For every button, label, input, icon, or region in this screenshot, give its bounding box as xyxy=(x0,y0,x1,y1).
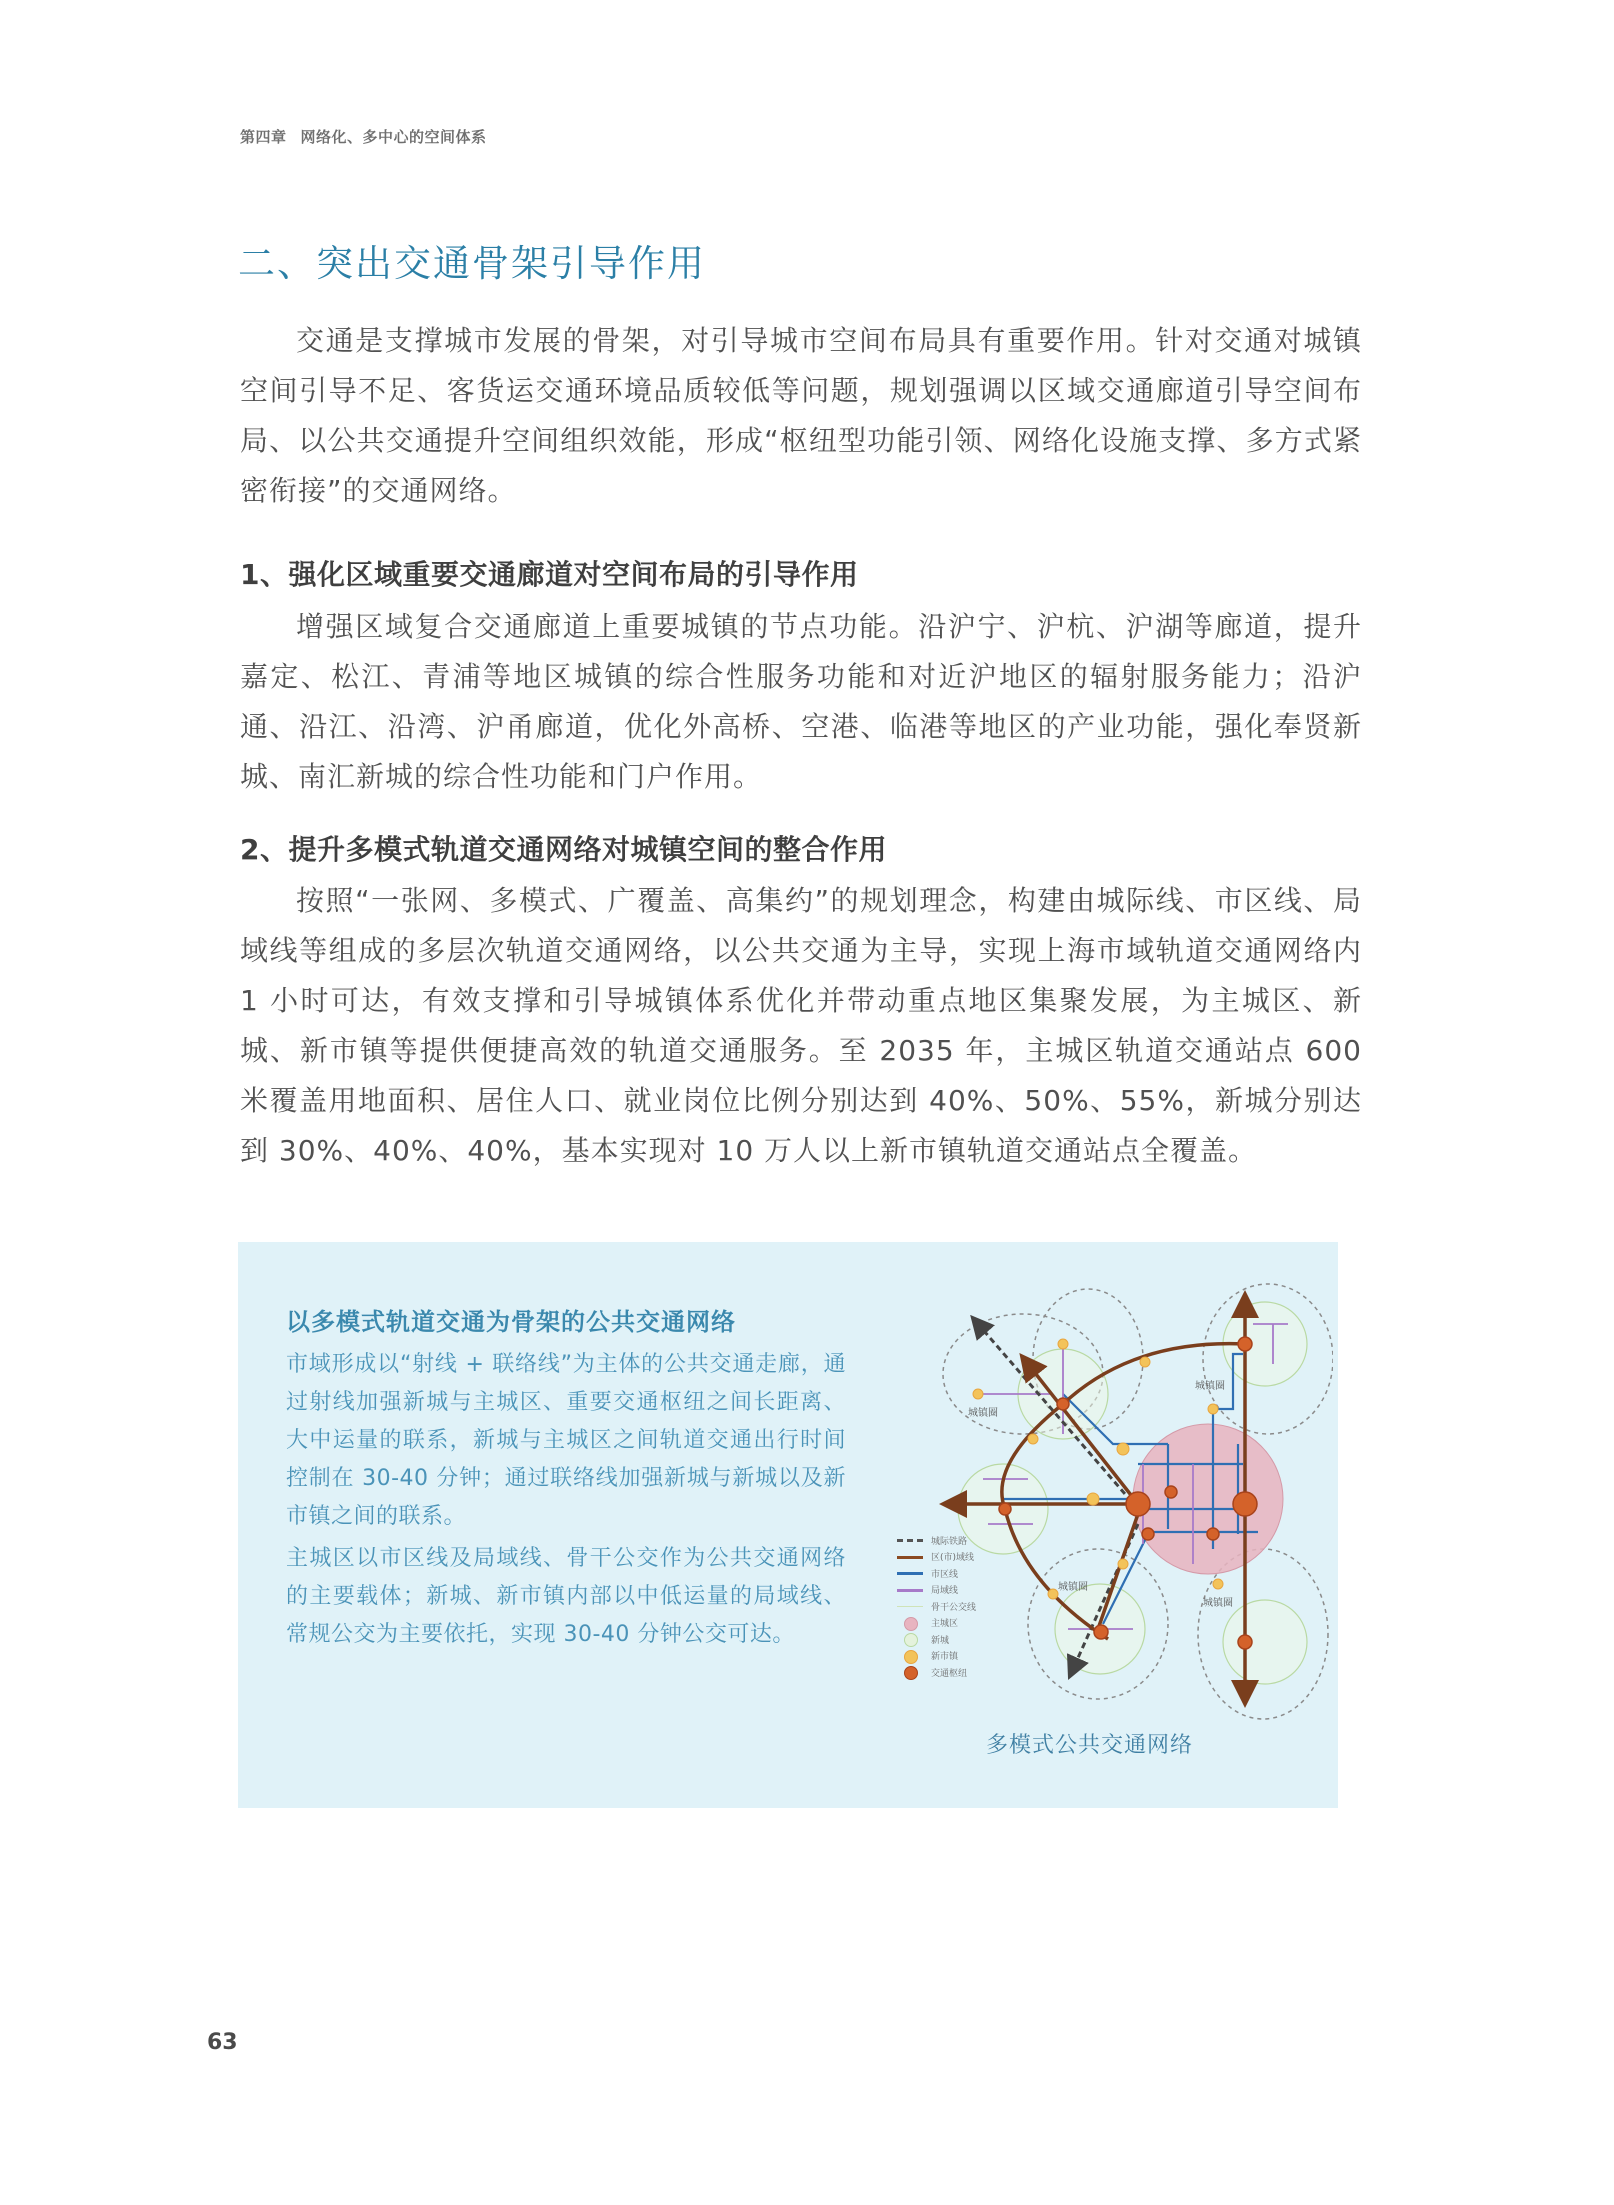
legend-item-regional-line: 区(市)域线 xyxy=(895,1549,1035,1566)
subsection-heading-1: 1、强化区域重要交通廊道对空间布局的引导作用 xyxy=(240,558,859,591)
section-title: 二、突出交通骨架引导作用 xyxy=(238,242,706,285)
subsection-heading-2: 2、提升多模式轨道交通网络对城镇空间的整合作用 xyxy=(240,833,887,866)
purple-line-icon xyxy=(897,1589,923,1592)
subsection-body-1 xyxy=(240,602,1362,802)
subsection-text-2: 按照“一张网、多模式、广覆盖、高集约”的规划理念，构建由城际线、市区线、局域线等组成的多层次轨道交通网络，以公共交通为主导，实现上海市域轨道交通网络内 1 小时可达，有效支撑和引导城镇体系优化并带动重点地区集聚发展，为主城区、新城、新市镇等提供便捷高效的轨道交通服务。至 2035 年，主城区轨道交通站点 600 米覆盖用地面积、居住人口、就业岗位比例分别达到 40%、50%、55%，新城分别达到 30%、40%、40%，基本实现对 10 万人以上新市镇轨道交通站点全覆盖。 xyxy=(240,884,1362,1167)
yellow-circle-icon xyxy=(904,1650,918,1664)
legend-item-new-market-town: 新市镇 xyxy=(895,1648,1035,1665)
figure-caption: 多模式公共交通网络 xyxy=(986,1733,1194,1758)
running-head xyxy=(240,126,487,147)
info-box xyxy=(238,1242,1338,1808)
cluster-label-northeast: 城镇圈 xyxy=(1195,1381,1225,1392)
orange-circle-icon xyxy=(904,1666,918,1680)
chapter-title: 网络化、多中心的空间体系 xyxy=(300,128,487,146)
pink-circle-icon xyxy=(904,1617,918,1631)
cluster-label-southwest: 城镇圈 xyxy=(1058,1582,1088,1593)
page-number: 63 xyxy=(207,2030,238,2055)
legend-item-intercity-rail: 城际铁路 xyxy=(895,1532,1035,1549)
info-box-paragraph-2: 主城区以市区线及局域线、骨干公交作为公共交通网络的主要载体；新城、新市镇内部以中低运量的局域线、常规公交为主要依托，实现 30-40 分钟公交可达。 xyxy=(286,1546,846,1647)
dashed-line-icon xyxy=(897,1539,923,1542)
intro-paragraph xyxy=(240,316,1362,516)
intro-text: 交通是支撑城市发展的骨架，对引导城市空间布局具有重要作用。针对交通对城镇空间引导不足、客货运交通环境品质较低等问题，规划强调以区域交通廊道引导空间布局、以公共交通提升空间组织效能，形成“枢纽型功能引领、网络化设施支撑、多方式紧密衔接”的交通网络。 xyxy=(240,324,1362,507)
blue-line-icon xyxy=(897,1572,923,1575)
legend-item-main-city: 主城区 xyxy=(895,1615,1035,1632)
subsection-body-2 xyxy=(240,876,1362,1176)
cluster-label-west: 城镇圈 xyxy=(968,1408,998,1419)
green-circle-icon xyxy=(904,1633,918,1647)
brown-line-icon xyxy=(897,1556,923,1559)
chapter-number: 第四章 xyxy=(240,128,287,146)
cluster-label-southeast: 城镇圈 xyxy=(1203,1598,1233,1609)
subsection-text-1: 增强区域复合交通廊道上重要城镇的节点功能。沿沪宁、沪杭、沪湖等廊道，提升嘉定、松江、青浦等地区城镇的综合性服务功能和对近沪地区的辐射服务能力；沿沪通、沿江、沿湾、沪甬廊道，优化外高桥、空港、临港等地区的产业功能，强化奉贤新城、南汇新城的综合性功能和门户作用。 xyxy=(240,610,1362,793)
green-line-icon xyxy=(897,1606,923,1607)
legend-item-new-town: 新城 xyxy=(895,1631,1035,1648)
legend-item-local-line: 局域线 xyxy=(895,1582,1035,1599)
info-box-title: 以多模式轨道交通为骨架的公共交通网络 xyxy=(286,1308,736,1336)
legend-item-trunk-bus: 骨干公交线 xyxy=(895,1598,1035,1615)
diagram-legend xyxy=(895,1532,1035,1681)
legend-item-metro-line: 市区线 xyxy=(895,1565,1035,1582)
info-box-paragraph-1: 市域形成以“射线 + 联络线”为主体的公共交通走廊，通过射线加强新城与主城区、重要交通枢纽之间长距离、大中运量的联系，新城与主城区之间轨道交通出行时间控制在 30-40 分钟；通过联络线加强新城与新城以及新市镇之间的联系。 xyxy=(286,1352,846,1529)
legend-item-transport-hub: 交通枢纽 xyxy=(895,1664,1035,1681)
